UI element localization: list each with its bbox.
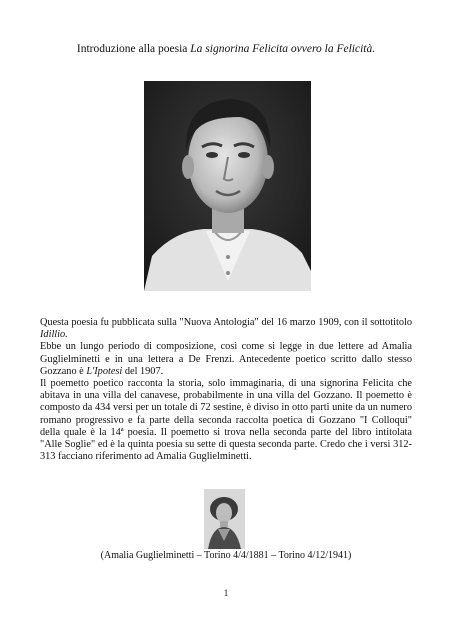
- page-title: [0, 43, 452, 55]
- page-number: 1: [223, 588, 229, 598]
- amalia-photo-icon: [204, 489, 245, 549]
- amalia-photo: [204, 489, 245, 549]
- title-prefix: Introduzione alla poesia: [76, 43, 191, 55]
- portrait-photo-icon: [144, 81, 311, 291]
- paragraph-publication-text: Questa poesia fu pubblicata sulla "Nuova Antologia" del 16 marzo 1909, con il sottotitolo: [40, 317, 412, 328]
- paragraph-story: Il poemetto poetico racconta la storia, solo immaginaria, di una signorina Felicita che abitava in una villa del canavese, probabilmente in una villa del Gozzano. Il poemetto è composto da 434 versi per un totale di 72 sestine, è diviso in otto parti unite da un numero romano progressivo e fa parte della seconda raccolta poetica di Gozzano "I Colloqui" della quale è la 14ª poesia. Il poemetto si trova nella seconda parte del libro intitolata "Alle Soglie" ed è la quinta poesia su sette di questa seconda parte. Credo che i versi 312-313 facciano riferimento ad Amalia Guglielminetti.: [40, 378, 412, 463]
- work-lipotesi: L'Ipotesi: [86, 365, 123, 377]
- portrait-photo: [144, 81, 311, 291]
- title-poem-name: La signorina Felicita ovvero la Felicità.: [190, 43, 376, 55]
- photo-caption: (Amalia Guglielminetti – Torino 4/4/1881 – Torino 4/12/1941): [100, 550, 352, 561]
- paragraph-composition: [40, 341, 412, 378]
- subtitle-idillio: Idillio.: [40, 329, 68, 341]
- paragraph-composition-text: Ebbe un lungo periodo di composizione, così come si legge in due lettere ad Amalia Guglielminetti e in una lettera a De Frenzi. Antecedente poetico scritto dallo stesso Gozzano è: [40, 341, 412, 377]
- paragraph-publication: [40, 317, 412, 341]
- paragraph-composition-end: del 1907.: [122, 365, 164, 377]
- article-body: [40, 317, 412, 463]
